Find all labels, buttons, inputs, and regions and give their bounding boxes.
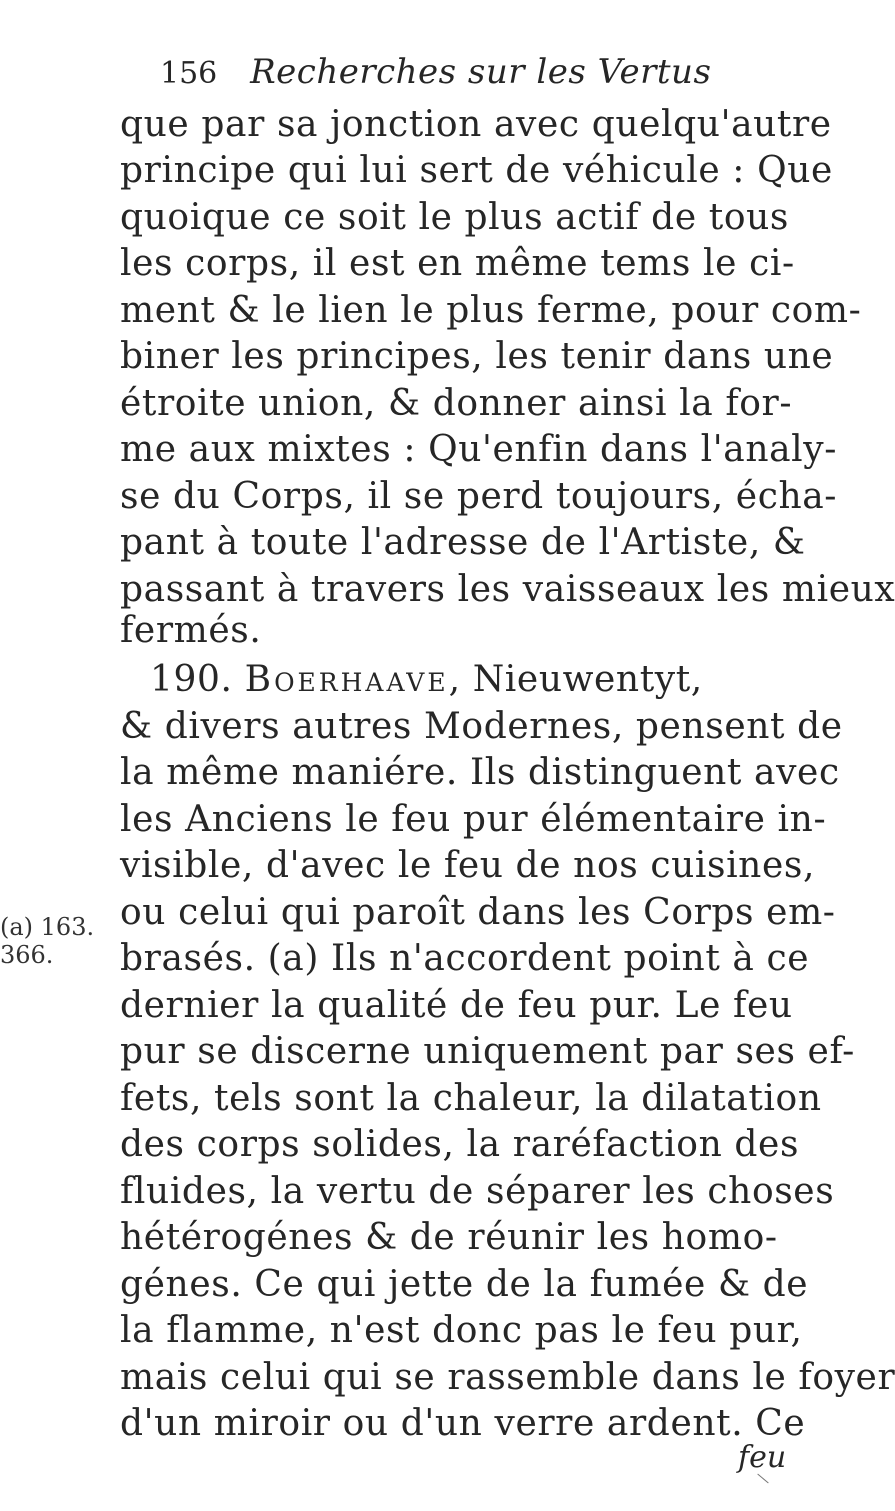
text-line: la même maniére. Ils distinguent avec bbox=[120, 752, 840, 793]
text-line: ment & le lien le plus ferme, pour com- bbox=[120, 290, 862, 331]
text-line: la flamme, n'est donc pas le feu pur, bbox=[120, 1310, 803, 1351]
text-line: d'un miroir ou d'un verre ardent. Ce bbox=[120, 1403, 806, 1444]
text-line: les Anciens le feu pur élémentaire in- bbox=[120, 799, 827, 840]
text-line: biner les principes, les tenir dans une bbox=[120, 336, 834, 377]
text-line: fluides, la vertu de séparer les choses bbox=[120, 1171, 835, 1212]
text-line: que par sa jonction avec quelqu'autre bbox=[120, 104, 832, 145]
text-line: passant à travers les vaisseaux les mieux bbox=[120, 569, 895, 610]
text-line: & divers autres Modernes, pensent de bbox=[120, 706, 843, 747]
stray-mark bbox=[757, 1474, 768, 1484]
margin-note-reference: (a) 163. bbox=[0, 913, 95, 941]
text-line: les corps, il est en même tems le ci- bbox=[120, 243, 795, 284]
author-name: Boerhaave bbox=[244, 659, 449, 700]
catchword: feu bbox=[738, 1440, 787, 1475]
text-line: pant à toute l'adresse de l'Artiste, & bbox=[120, 522, 806, 563]
text-line: des corps solides, la raréfaction des bbox=[120, 1124, 800, 1165]
text-line: mais celui qui se rassemble dans le foyer bbox=[120, 1357, 895, 1398]
text-line: pur se discerne uniquement par ses ef- bbox=[120, 1031, 855, 1072]
text-line: se du Corps, il se perd toujours, écha- bbox=[120, 476, 838, 517]
margin-note-reference-cont: 366. bbox=[0, 941, 54, 969]
text-line: ou celui qui paroît dans les Corps em- bbox=[120, 892, 836, 933]
text-line: brasés. (a) Ils n'accordent point à ce bbox=[120, 938, 810, 979]
text-line: hétérogénes & de réunir les homo- bbox=[120, 1217, 778, 1258]
text-line: fermés. bbox=[120, 610, 262, 651]
paragraph-number: 190. bbox=[150, 659, 233, 700]
paragraph-190-heading bbox=[150, 655, 703, 705]
text-line: fets, tels sont la chaleur, la dilatation bbox=[120, 1078, 822, 1119]
running-head bbox=[160, 50, 800, 96]
paragraph-190-rest: , Nieuwentyt, bbox=[448, 659, 703, 700]
text-line: quoique ce soit le plus actif de tous bbox=[120, 197, 789, 238]
text-line: visible, d'avec le feu de nos cuisines, bbox=[120, 845, 815, 886]
text-line: étroite union, & donner ainsi la for- bbox=[120, 383, 793, 424]
text-line: principe qui lui sert de véhicule : Que bbox=[120, 150, 833, 191]
text-line: génes. Ce qui jette de la fumée & de bbox=[120, 1264, 809, 1305]
running-title: Recherches sur les Vertus bbox=[250, 52, 712, 92]
page-number: 156 bbox=[160, 56, 218, 91]
text-line: me aux mixtes : Qu'enfin dans l'analy- bbox=[120, 429, 837, 470]
text-line: dernier la qualité de feu pur. Le feu bbox=[120, 985, 793, 1026]
